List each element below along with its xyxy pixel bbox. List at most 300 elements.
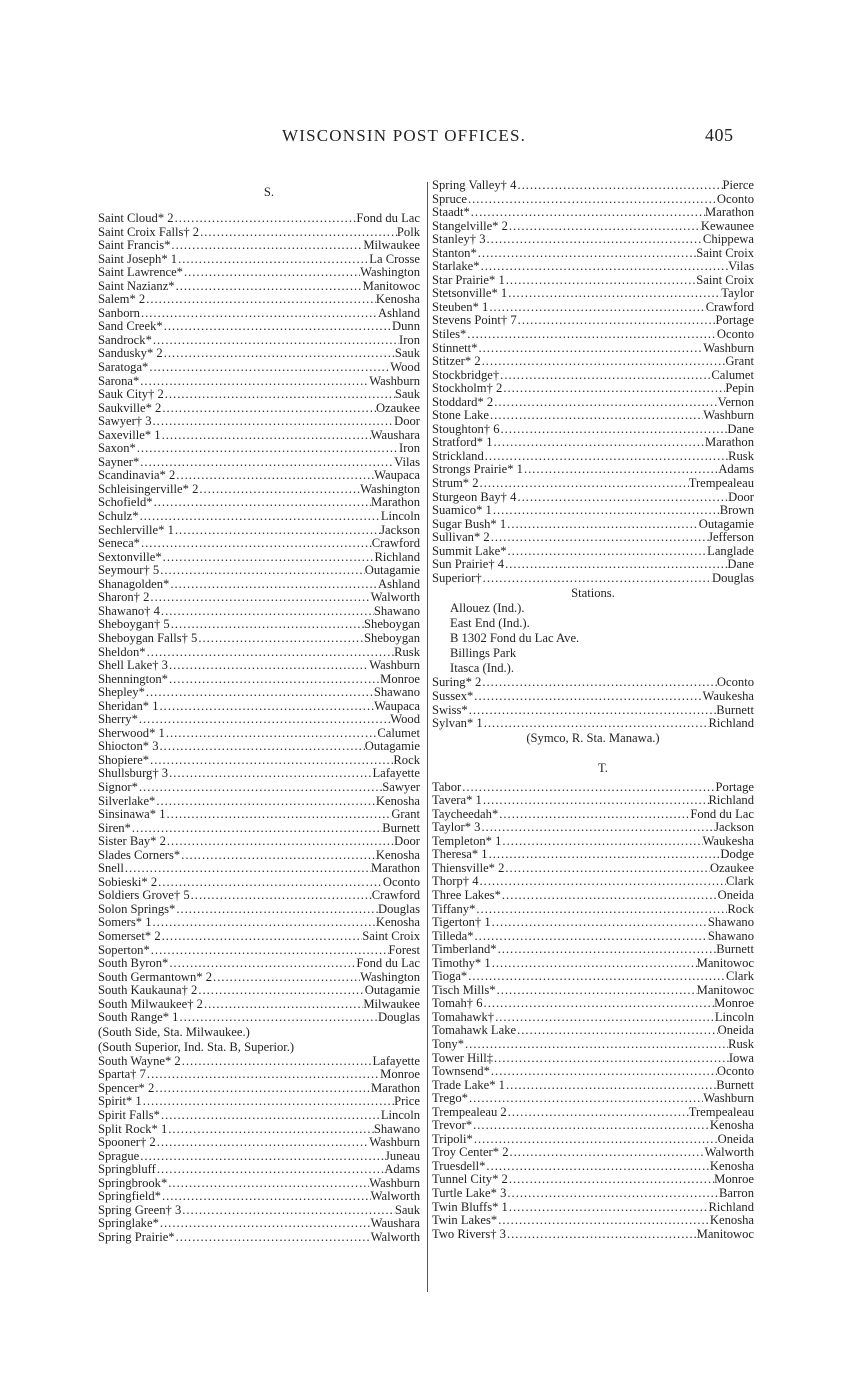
- post-office-entry: [98, 767, 420, 781]
- county-name: Kenosha: [375, 293, 420, 307]
- post-office-name: Split Rock* 1: [98, 1122, 168, 1136]
- leader-dots: [156, 1136, 370, 1150]
- station-item: East End (Ind.).: [450, 616, 530, 631]
- post-office-entry: [98, 347, 420, 361]
- leader-dots: [149, 591, 370, 605]
- leader-dots: [163, 347, 395, 361]
- county-name: Waushara: [370, 1217, 420, 1231]
- post-office-name: Tisch Mills*: [432, 983, 496, 997]
- post-office-name: Sobieski* 2: [98, 875, 158, 889]
- leader-dots: [168, 767, 372, 781]
- county-name: Waushara: [370, 428, 420, 442]
- county-name: Lincoln: [380, 1109, 420, 1122]
- leader-dots: [153, 496, 371, 510]
- leader-dots: [145, 686, 374, 700]
- leader-dots: [507, 287, 721, 301]
- post-office-name: Springbluff: [98, 1163, 156, 1177]
- leader-dots: [163, 320, 392, 334]
- post-office-name: Sandrock*: [98, 333, 152, 347]
- post-office-entry: [98, 916, 420, 930]
- leader-dots: [477, 247, 696, 261]
- county-name: Milwaukee: [363, 239, 420, 253]
- post-office-entry: [432, 1214, 754, 1228]
- leader-dots: [475, 903, 727, 917]
- county-name: Iron: [399, 442, 420, 456]
- post-office-name: Slades Corners*: [98, 848, 181, 862]
- leader-dots: [482, 572, 712, 586]
- leader-dots: [486, 233, 703, 247]
- post-office-entry: [98, 632, 420, 646]
- post-office-entry: [98, 889, 420, 903]
- post-office-name: Sullivan* 2: [432, 531, 490, 545]
- post-office-entry: [98, 591, 420, 605]
- post-office-name: Tigerton† 1: [432, 916, 491, 930]
- leader-dots: [489, 409, 703, 423]
- post-office-name: Schofield*: [98, 496, 153, 510]
- leader-dots: [170, 618, 364, 632]
- county-name: Iowa: [728, 1051, 754, 1065]
- county-name: Ozaukee: [709, 861, 754, 875]
- leader-dots: [168, 673, 380, 687]
- county-name: Kewaunee: [700, 219, 754, 233]
- post-office-entry: [432, 889, 754, 903]
- county-name: Portage: [715, 314, 754, 328]
- county-name: Rock: [393, 753, 420, 767]
- post-office-name: Sheldon*: [98, 645, 146, 659]
- county-name: Sawyer: [382, 780, 420, 794]
- leader-dots: [490, 1065, 717, 1079]
- county-name: Washington: [360, 970, 420, 984]
- post-office-name: Stoughton† 6: [432, 422, 500, 436]
- leader-dots: [164, 388, 395, 402]
- county-name: Outagamie: [698, 517, 754, 531]
- post-office-name: Saxon*: [98, 442, 136, 456]
- stations-list: [432, 601, 754, 676]
- county-name: Wood: [390, 713, 420, 727]
- note-symco: (Symco, R. Sta. Manawa.): [526, 730, 660, 745]
- post-office-name: Somers* 1: [98, 916, 152, 930]
- leader-dots: [161, 1190, 371, 1204]
- county-name: Forest: [388, 943, 420, 957]
- post-office-entry: [98, 1055, 420, 1069]
- county-name: Washington: [360, 266, 420, 280]
- post-office-entry: [432, 943, 754, 957]
- post-office-name: Stanton*: [432, 246, 477, 260]
- post-office-entry: [98, 415, 420, 429]
- post-office-name: Sand Creek*: [98, 320, 163, 334]
- leader-dots: [149, 754, 393, 768]
- county-name: Manitowoc: [696, 956, 754, 970]
- leader-dots: [180, 849, 376, 863]
- county-name: Milwaukee: [363, 997, 420, 1011]
- post-office-name: Sandusky* 2: [98, 347, 163, 361]
- post-office-entry: [432, 369, 754, 383]
- post-office-entry: [98, 239, 420, 253]
- post-office-entry: [432, 274, 754, 288]
- stations-heading: Stations.: [571, 586, 615, 601]
- post-office-name: South Germantown* 2: [98, 970, 213, 984]
- post-office-entry: [432, 436, 754, 450]
- section-heading-t: T.: [598, 760, 608, 775]
- leader-dots: [466, 328, 717, 342]
- county-name: Richland: [374, 550, 420, 564]
- county-name: Monroe: [380, 672, 420, 686]
- post-office-entry: [98, 578, 420, 592]
- post-office-name: Sayner*: [98, 455, 140, 469]
- post-office-entry: [98, 456, 420, 470]
- county-name: Manitowoc: [696, 983, 754, 997]
- post-office-entry: [432, 409, 754, 423]
- leader-dots: [492, 504, 720, 518]
- note-south-side: (South Side, Sta. Milwaukee.): [98, 1024, 250, 1039]
- leader-dots: [177, 253, 369, 267]
- post-office-entry: [98, 713, 420, 727]
- left-entry-list: [98, 212, 420, 1025]
- county-name: Oneida: [717, 888, 754, 902]
- post-office-entry: [98, 605, 420, 619]
- post-office-name: Timberland*: [432, 943, 497, 957]
- post-office-name: Townsend*: [432, 1065, 490, 1079]
- leader-dots: [140, 307, 378, 321]
- post-office-name: Sugar Bush* 1: [432, 517, 507, 531]
- leader-dots: [160, 605, 374, 619]
- post-office-name: Turtle Lake* 3: [432, 1187, 507, 1200]
- post-office-entry: [432, 328, 754, 342]
- post-office-entry: [432, 193, 754, 207]
- post-office-entry: [432, 930, 754, 944]
- county-name: Wood: [390, 361, 420, 375]
- leader-dots: [480, 260, 729, 274]
- post-office-name: Stangelville* 2: [432, 219, 508, 233]
- county-name: Door: [728, 490, 754, 504]
- post-office-name: Sanborn: [98, 306, 140, 320]
- post-office-entry: [98, 537, 420, 551]
- post-office-name: Tower Hill‡: [432, 1051, 494, 1065]
- leader-dots: [501, 835, 702, 849]
- county-name: Marathon: [371, 1081, 420, 1095]
- leader-dots: [156, 1163, 384, 1177]
- leader-dots: [140, 537, 372, 551]
- county-name: Kenosha: [709, 1119, 754, 1133]
- county-name: Taylor: [721, 287, 754, 301]
- post-office-name: Two Rivers† 3: [432, 1227, 506, 1241]
- leader-dots: [162, 551, 375, 565]
- post-office-name: Shanagolden*: [98, 577, 170, 591]
- post-office-entry: [432, 1201, 754, 1215]
- post-office-entry: [432, 301, 754, 315]
- leader-dots: [150, 944, 389, 958]
- post-office-name: Tomah† 6: [432, 997, 483, 1011]
- leader-dots: [161, 429, 371, 443]
- leader-dots: [498, 808, 690, 822]
- post-office-entry: [432, 717, 754, 731]
- post-office-entry: [98, 795, 420, 809]
- leader-dots: [474, 930, 708, 944]
- post-office-entry: [98, 984, 420, 998]
- leader-dots: [148, 361, 390, 375]
- leader-dots: [197, 632, 364, 646]
- county-name: Shawano: [707, 929, 754, 943]
- leader-dots: [159, 1217, 371, 1231]
- leader-dots: [152, 334, 399, 348]
- post-office-entry: [98, 700, 420, 714]
- post-office-entry: [432, 504, 754, 518]
- county-name: Fond du Lac: [356, 212, 420, 225]
- county-name: Door: [394, 835, 420, 849]
- leader-dots: [175, 1231, 371, 1245]
- leader-dots: [491, 957, 697, 971]
- post-office-name: Stratford* 1: [432, 436, 493, 450]
- leader-dots: [501, 889, 718, 903]
- post-office-name: Tony*: [432, 1037, 465, 1051]
- leader-dots: [517, 314, 716, 328]
- post-office-name: Thorp† 4: [432, 875, 479, 889]
- leader-dots: [506, 518, 699, 532]
- leader-dots: [504, 558, 727, 572]
- county-name: Dane: [727, 558, 754, 572]
- post-office-entry: [98, 1163, 420, 1177]
- county-name: Rock: [727, 902, 754, 916]
- leader-dots: [480, 821, 714, 835]
- leader-dots: [160, 1109, 381, 1123]
- county-name: Rusk: [394, 645, 420, 659]
- post-office-entry: [432, 220, 754, 234]
- leader-dots: [516, 491, 728, 505]
- county-name: Oconto: [716, 676, 754, 690]
- leader-dots: [516, 179, 722, 193]
- post-office-entry: [98, 727, 420, 741]
- county-name: Manitowoc: [362, 279, 420, 293]
- county-name: Sheboygan: [364, 631, 420, 645]
- post-office-name: Spring Green† 3: [98, 1203, 182, 1217]
- post-office-name: Seneca*: [98, 537, 140, 551]
- leader-dots: [464, 1038, 728, 1052]
- county-name: Burnett: [716, 703, 754, 717]
- post-office-entry: [98, 266, 420, 280]
- post-office-entry: [98, 212, 420, 226]
- county-name: Lincoln: [714, 1010, 754, 1024]
- leader-dots: [516, 1024, 718, 1038]
- county-name: Walworth: [370, 1190, 420, 1204]
- post-office-name: Saint Joseph* 1: [98, 252, 178, 266]
- post-office-entry: [98, 510, 420, 524]
- post-office-entry: [432, 179, 754, 193]
- post-office-name: Sussex*: [432, 689, 474, 703]
- post-office-name: Spring Valley† 4: [432, 179, 517, 192]
- post-office-name: Saint Cloud* 2: [98, 212, 174, 225]
- post-office-name: Truesdell*: [432, 1159, 486, 1173]
- leader-dots: [175, 903, 378, 917]
- post-office-entry: [432, 260, 754, 274]
- leader-dots: [508, 1173, 714, 1187]
- county-name: Washburn: [369, 374, 420, 388]
- post-office-entry: [98, 361, 420, 375]
- leader-dots: [505, 274, 697, 288]
- post-office-entry: [98, 646, 420, 660]
- post-office-name: Tiffany*: [432, 902, 476, 916]
- post-office-name: Salem* 2: [98, 293, 146, 307]
- post-office-name: Schulz*: [98, 510, 139, 524]
- county-name: Burnett: [382, 821, 420, 835]
- leader-dots: [497, 1214, 710, 1228]
- leader-dots: [482, 794, 709, 808]
- leader-dots: [481, 676, 717, 690]
- post-office-name: Starlake*: [432, 260, 480, 274]
- leader-dots: [493, 436, 706, 450]
- post-office-entry: [432, 903, 754, 917]
- county-name: Dodge: [720, 848, 754, 862]
- county-name: Jackson: [380, 523, 420, 537]
- post-office-entry: [98, 862, 420, 876]
- leader-dots: [496, 984, 697, 998]
- leader-dots: [477, 342, 703, 356]
- post-office-name: Spencer* 2: [98, 1081, 155, 1095]
- post-office-entry: [432, 970, 754, 984]
- post-office-name: Sister Bay* 2: [98, 835, 166, 849]
- post-office-entry: [98, 551, 420, 565]
- leader-dots: [490, 531, 708, 545]
- station-item: Billings Park: [450, 646, 517, 661]
- note-south-superior: (South Superior, Ind. Sta. B, Superior.): [98, 1039, 295, 1054]
- post-office-name: Seymour† 5: [98, 564, 160, 578]
- county-name: Oconto: [716, 192, 754, 206]
- post-office-entry: [98, 280, 420, 294]
- post-office-name: Snell: [98, 862, 124, 876]
- post-office-name: Stone Lake: [432, 409, 490, 423]
- county-name: Burnett: [716, 943, 754, 957]
- post-office-entry: [432, 247, 754, 261]
- county-name: Douglas: [712, 571, 754, 585]
- post-office-entry: [432, 450, 754, 464]
- post-office-name: Spirit Falls*: [98, 1109, 160, 1122]
- station-item: B 1302 Fond du Lac Ave.: [450, 631, 580, 646]
- post-office-name: Tripoli*: [432, 1132, 473, 1146]
- leader-dots: [523, 463, 718, 477]
- post-office-name: Soperton*: [98, 943, 150, 957]
- post-office-name: Stoddard* 2: [432, 395, 494, 409]
- post-office-name: Shell Lake† 3: [98, 659, 168, 673]
- county-name: Crawford: [705, 300, 754, 314]
- post-office-entry: [98, 686, 420, 700]
- post-office-name: Stevens Point† 7: [432, 314, 517, 328]
- post-office-entry: [98, 903, 420, 917]
- post-office-entry: [432, 355, 754, 369]
- post-office-entry: [98, 1204, 420, 1218]
- post-office-name: Tunnel City* 2: [432, 1173, 508, 1187]
- post-office-entry: [98, 1150, 420, 1164]
- county-name: Juneau: [385, 1149, 420, 1163]
- post-office-name: Saratoga*: [98, 361, 149, 375]
- county-name: Chippewa: [702, 233, 754, 247]
- post-office-name: Springfield*: [98, 1190, 161, 1204]
- county-name: Douglas: [378, 1011, 420, 1025]
- post-office-entry: [432, 518, 754, 532]
- leader-dots: [174, 212, 357, 226]
- leader-dots: [203, 998, 363, 1012]
- leader-dots: [479, 477, 689, 491]
- post-office-name: Sextonville*: [98, 550, 162, 564]
- post-office-name: Saint Lawrence*: [98, 266, 183, 280]
- leader-dots: [181, 1055, 373, 1069]
- county-name: Fond du Lac: [690, 807, 754, 821]
- post-office-entry: [98, 483, 420, 497]
- county-name: Polk: [396, 225, 420, 239]
- post-office-entry: [432, 1146, 754, 1160]
- county-name: Portage: [715, 780, 754, 794]
- post-office-name: Siren*: [98, 821, 131, 835]
- county-name: Adams: [384, 1163, 420, 1177]
- post-office-entry: [432, 423, 754, 437]
- leader-dots: [479, 875, 726, 889]
- post-office-entry: [98, 524, 420, 538]
- post-office-entry: [432, 1106, 754, 1120]
- post-office-name: Tabor: [432, 780, 462, 794]
- leader-dots: [468, 1092, 703, 1106]
- leader-dots: [472, 1119, 710, 1133]
- post-office-entry: [432, 916, 754, 930]
- post-office-name: Sinsinawa* 1: [98, 808, 166, 822]
- county-name: Marathon: [371, 862, 420, 876]
- county-name: Shawano: [373, 604, 420, 618]
- post-office-entry: [98, 564, 420, 578]
- post-office-entry: [432, 821, 754, 835]
- county-name: Shawano: [707, 916, 754, 930]
- leader-dots: [159, 564, 365, 578]
- post-office-entry: [432, 704, 754, 718]
- county-name: Walworth: [704, 1146, 754, 1160]
- page-header: [0, 126, 859, 150]
- post-office-entry: [432, 984, 754, 998]
- county-name: Richland: [708, 794, 754, 808]
- post-office-name: Stetsonville* 1: [432, 287, 508, 301]
- post-office-name: Timothy* 1: [432, 956, 491, 970]
- post-office-entry: [98, 293, 420, 307]
- county-name: Waukesha: [702, 834, 754, 848]
- post-office-name: Scandinavia* 2: [98, 469, 176, 483]
- post-office-entry: [432, 545, 754, 559]
- leader-dots: [493, 1052, 729, 1066]
- county-name: Outagamie: [364, 984, 420, 998]
- county-name: Ozaukee: [375, 401, 420, 415]
- post-office-entry: [432, 1160, 754, 1174]
- leader-dots: [197, 984, 364, 998]
- leader-dots: [157, 876, 383, 890]
- post-office-entry: [432, 477, 754, 491]
- post-office-name: Sheboygan† 5: [98, 618, 170, 632]
- leader-dots: [139, 510, 381, 524]
- county-name: Lafayette: [372, 767, 420, 781]
- post-office-entry: [432, 314, 754, 328]
- leader-dots: [161, 930, 363, 944]
- leader-dots: [168, 957, 356, 971]
- county-name: Marathon: [371, 496, 420, 510]
- right-column: [432, 179, 754, 1241]
- post-office-entry: [98, 1095, 420, 1109]
- post-office-entry: [432, 463, 754, 477]
- county-name: Fond du Lac: [356, 957, 420, 971]
- post-office-name: Stitzer* 2: [432, 355, 481, 369]
- left-entry-list-2: [98, 1055, 420, 1245]
- county-name: Saint Croix: [362, 929, 420, 943]
- county-name: Oneida: [717, 1024, 754, 1038]
- post-office-entry: [432, 862, 754, 876]
- post-office-entry: [432, 382, 754, 396]
- county-name: Lincoln: [380, 510, 420, 524]
- post-office-entry: [432, 1133, 754, 1147]
- county-name: Oconto: [382, 875, 420, 889]
- leader-dots: [473, 690, 702, 704]
- county-name: Monroe: [714, 997, 754, 1011]
